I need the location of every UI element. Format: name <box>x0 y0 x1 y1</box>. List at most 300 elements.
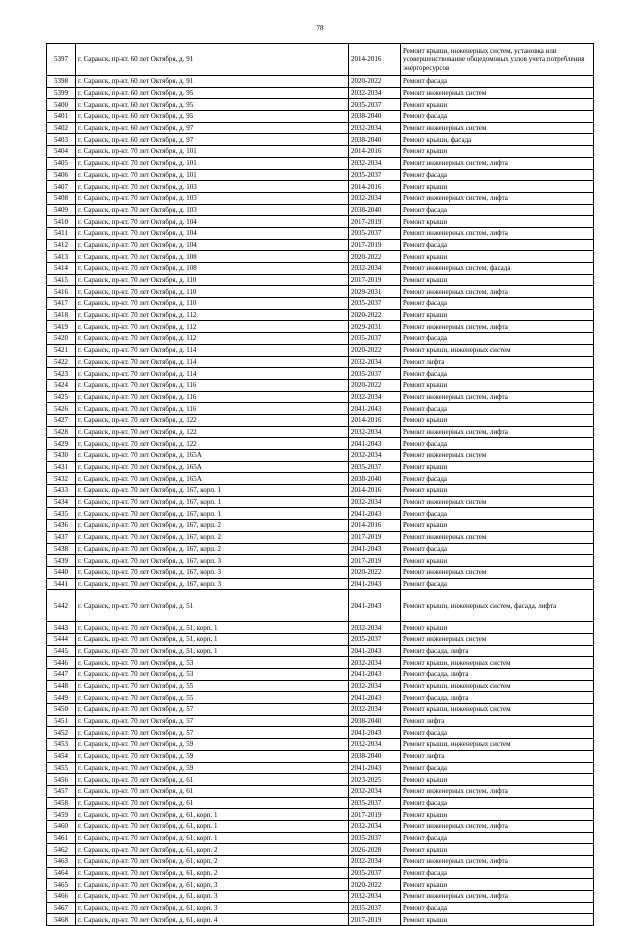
table-row <box>47 590 594 622</box>
address-cell: г. Саранск, пр-кт. 70 лет Октября, д. 165А <box>76 450 349 462</box>
work-type-cell: Ремонт крыши <box>401 379 594 391</box>
period-cell: 2017-2019 <box>349 914 401 926</box>
address-cell: г. Саранск, пр-кт. 70 лет Октября, д. 101 <box>76 157 349 169</box>
period-cell: 2020-2022 <box>349 379 401 391</box>
row-number-cell: 5420 <box>47 333 76 345</box>
table-row <box>47 99 594 111</box>
address-cell: г. Саранск, пр-кт. 70 лет Октября, д. 110 <box>76 286 349 298</box>
table-row <box>47 286 594 298</box>
row-number-cell: 5454 <box>47 750 76 762</box>
table-row <box>47 750 594 762</box>
table-row <box>47 669 594 681</box>
work-type-cell: Ремонт крыши <box>401 520 594 532</box>
work-type-cell: Ремонт фасада <box>401 727 594 739</box>
period-cell: 2020-2022 <box>349 344 401 356</box>
work-type-cell: Ремонт крыши <box>401 622 594 634</box>
table-row <box>47 438 594 450</box>
work-type-cell: Ремонт крыши, фасада <box>401 134 594 146</box>
address-cell: г. Саранск, пр-кт. 70 лет Октября, д. 57 <box>76 715 349 727</box>
row-number-cell: 5450 <box>47 704 76 716</box>
address-cell: г. Саранск, пр-кт. 70 лет Октября, д. 116 <box>76 391 349 403</box>
period-cell: 2032-2034 <box>349 785 401 797</box>
table-row <box>47 891 594 903</box>
table-row <box>47 832 594 844</box>
period-cell: 2032-2034 <box>349 739 401 751</box>
period-cell: 2026-2028 <box>349 844 401 856</box>
address-cell: г. Саранск, пр-кт. 70 лет Октября, д. 51 <box>76 590 349 622</box>
period-cell: 2032-2034 <box>349 622 401 634</box>
period-cell: 2014-2016 <box>349 181 401 193</box>
row-number-cell: 5419 <box>47 321 76 333</box>
address-cell: г. Саранск, пр-кт. 70 лет Октября, д. 104 <box>76 216 349 228</box>
address-cell: г. Саранск, пр-кт. 70 лет Октября, д. 103 <box>76 192 349 204</box>
work-type-cell: Ремонт инженерных систем, лифта <box>401 856 594 868</box>
work-type-cell: Ремонт фасада <box>401 762 594 774</box>
address-cell: г. Саранск, пр-кт. 70 лет Октября, д. 103 <box>76 181 349 193</box>
row-number-cell: 5457 <box>47 785 76 797</box>
table-row <box>47 169 594 181</box>
address-cell: г. Саранск, пр-кт. 70 лет Октября, д. 110 <box>76 274 349 286</box>
work-type-cell: Ремонт лифта <box>401 750 594 762</box>
address-cell: г. Саранск, пр-кт. 70 лет Октября, д. 61, корп. 3 <box>76 879 349 891</box>
period-cell: 2020-2022 <box>349 566 401 578</box>
row-number-cell: 5429 <box>47 438 76 450</box>
row-number-cell: 5416 <box>47 286 76 298</box>
table-row <box>47 555 594 567</box>
table-row <box>47 762 594 774</box>
period-cell: 2032-2034 <box>349 426 401 438</box>
table-row <box>47 122 594 134</box>
period-cell: 2014-2016 <box>349 520 401 532</box>
row-number-cell: 5425 <box>47 391 76 403</box>
table-row <box>47 461 594 473</box>
row-number-cell: 5466 <box>47 891 76 903</box>
address-cell: г. Саранск, пр-кт. 70 лет Октября, д. 61 <box>76 774 349 786</box>
row-number-cell: 5437 <box>47 531 76 543</box>
address-cell: г. Саранск, пр-кт. 70 лет Октября, д. 167, корп. 2 <box>76 520 349 532</box>
row-number-cell: 5408 <box>47 192 76 204</box>
period-cell: 2035-2037 <box>349 867 401 879</box>
period-cell: 2035-2037 <box>349 461 401 473</box>
address-cell: г. Саранск, пр-кт. 70 лет Октября, д. 61 <box>76 785 349 797</box>
work-type-cell: Ремонт фасада <box>401 403 594 415</box>
row-number-cell: 5424 <box>47 379 76 391</box>
period-cell: 2014-2016 <box>349 146 401 158</box>
period-cell: 2041-2043 <box>349 438 401 450</box>
work-type-cell: Ремонт фасада <box>401 239 594 251</box>
address-cell: г. Саранск, пр-кт. 70 лет Октября, д. 51, корп. 1 <box>76 633 349 645</box>
row-number-cell: 5430 <box>47 450 76 462</box>
table-row <box>47 496 594 508</box>
address-cell: г. Саранск, пр-кт. 70 лет Октября, д. 104 <box>76 227 349 239</box>
page-number: 78 <box>316 24 324 32</box>
work-type-cell: Ремонт крыши <box>401 309 594 321</box>
table-row <box>47 844 594 856</box>
address-cell: г. Саранск, пр-кт. 70 лет Октября, д. 59 <box>76 739 349 751</box>
address-cell: г. Саранск, пр-кт. 70 лет Октября, д. 101 <box>76 169 349 181</box>
table-row <box>47 414 594 426</box>
table-row <box>47 204 594 216</box>
work-type-cell: Ремонт инженерных систем, лифта <box>401 286 594 298</box>
period-cell: 2032-2034 <box>349 496 401 508</box>
address-cell: г. Саранск, пр-кт. 70 лет Октября, д. 122 <box>76 426 349 438</box>
work-type-cell: Ремонт фасада, лифта <box>401 645 594 657</box>
work-type-cell: Ремонт инженерных систем, фасада <box>401 263 594 275</box>
row-number-cell: 5462 <box>47 844 76 856</box>
row-number-cell: 5404 <box>47 146 76 158</box>
period-cell: 2041-2043 <box>349 578 401 590</box>
period-cell: 2017-2019 <box>349 809 401 821</box>
repair-schedule-table <box>46 43 594 926</box>
address-cell: г. Саранск, пр-кт. 70 лет Октября, д. 51, корп. 1 <box>76 622 349 634</box>
row-number-cell: 5412 <box>47 239 76 251</box>
work-type-cell: Ремонт инженерных систем <box>401 566 594 578</box>
row-number-cell: 5433 <box>47 485 76 497</box>
period-cell: 2041-2043 <box>349 669 401 681</box>
period-cell: 2017-2019 <box>349 239 401 251</box>
row-number-cell: 5440 <box>47 566 76 578</box>
table-row <box>47 914 594 926</box>
table-row <box>47 450 594 462</box>
table-row <box>47 633 594 645</box>
row-number-cell: 5413 <box>47 251 76 263</box>
work-type-cell: Ремонт фасада <box>401 902 594 914</box>
row-number-cell: 5405 <box>47 157 76 169</box>
address-cell: г. Саранск, пр-кт. 70 лет Октября, д. 61, корп. 2 <box>76 856 349 868</box>
row-number-cell: 5400 <box>47 99 76 111</box>
row-number-cell: 5436 <box>47 520 76 532</box>
period-cell: 2014-2016 <box>349 414 401 426</box>
row-number-cell: 5410 <box>47 216 76 228</box>
period-cell: 2020-2022 <box>349 309 401 321</box>
work-type-cell: Ремонт фасада, лифта <box>401 669 594 681</box>
row-number-cell: 5449 <box>47 692 76 704</box>
period-cell: 2038-2040 <box>349 750 401 762</box>
row-number-cell: 5446 <box>47 657 76 669</box>
row-number-cell: 5459 <box>47 809 76 821</box>
address-cell: г. Саранск, пр-кт. 70 лет Октября, д. 59 <box>76 750 349 762</box>
row-number-cell: 5455 <box>47 762 76 774</box>
period-cell: 2032-2034 <box>349 856 401 868</box>
work-type-cell: Ремонт инженерных систем, лифта <box>401 891 594 903</box>
address-cell: г. Саранск, пр-кт. 70 лет Октября, д. 112 <box>76 333 349 345</box>
work-type-cell: Ремонт крыши <box>401 879 594 891</box>
address-cell: г. Саранск, пр-кт. 70 лет Октября, д. 114 <box>76 356 349 368</box>
address-cell: г. Саранск, пр-кт. 70 лет Октября, д. 167, корп. 2 <box>76 543 349 555</box>
row-number-cell: 5414 <box>47 263 76 275</box>
period-cell: 2035-2037 <box>349 368 401 380</box>
table-row <box>47 485 594 497</box>
row-number-cell: 5441 <box>47 578 76 590</box>
period-cell: 2038-2040 <box>349 715 401 727</box>
table-row <box>47 543 594 555</box>
work-type-cell: Ремонт крыши <box>401 181 594 193</box>
row-number-cell: 5406 <box>47 169 76 181</box>
row-number-cell: 5465 <box>47 879 76 891</box>
work-type-cell: Ремонт фасада <box>401 543 594 555</box>
work-type-cell: Ремонт крыши <box>401 414 594 426</box>
address-cell: г. Саранск, пр-кт. 70 лет Октября, д. 59 <box>76 762 349 774</box>
table-row <box>47 867 594 879</box>
row-number-cell: 5448 <box>47 680 76 692</box>
address-cell: г. Саранск, пр-кт. 70 лет Октября, д. 167, корп. 1 <box>76 496 349 508</box>
work-type-cell: Ремонт крыши, инженерных систем, фасада, лифта <box>401 590 594 622</box>
row-number-cell: 5467 <box>47 902 76 914</box>
period-cell: 2032-2034 <box>349 122 401 134</box>
address-cell: г. Саранск, пр-кт. 70 лет Октября, д. 61 <box>76 797 349 809</box>
address-cell: г. Саранск, пр-кт. 70 лет Октября, д. 104 <box>76 239 349 251</box>
row-number-cell: 5447 <box>47 669 76 681</box>
work-type-cell: Ремонт фасада <box>401 797 594 809</box>
table-row <box>47 157 594 169</box>
row-number-cell: 5418 <box>47 309 76 321</box>
period-cell: 2017-2019 <box>349 216 401 228</box>
work-type-cell: Ремонт фасада <box>401 368 594 380</box>
period-cell: 2032-2034 <box>349 450 401 462</box>
work-type-cell: Ремонт фасада <box>401 832 594 844</box>
table-row <box>47 820 594 832</box>
table-row <box>47 856 594 868</box>
address-cell: г. Саранск, пр-кт. 70 лет Октября, д. 165А <box>76 473 349 485</box>
row-number-cell: 5444 <box>47 633 76 645</box>
row-number-cell: 5415 <box>47 274 76 286</box>
table-row <box>47 134 594 146</box>
row-number-cell: 5452 <box>47 727 76 739</box>
work-type-cell: Ремонт инженерных систем, лифта <box>401 820 594 832</box>
address-cell: г. Саранск, пр-кт. 70 лет Октября, д. 122 <box>76 438 349 450</box>
table-row <box>47 902 594 914</box>
work-type-cell: Ремонт лифта <box>401 715 594 727</box>
work-type-cell: Ремонт фасада, лифта <box>401 692 594 704</box>
address-cell: г. Саранск, пр-кт. 70 лет Октября, д. 167, корп. 3 <box>76 555 349 567</box>
table-row <box>47 192 594 204</box>
table-row <box>47 76 594 88</box>
table-row <box>47 704 594 716</box>
row-number-cell: 5427 <box>47 414 76 426</box>
period-cell: 2014-2016 <box>349 485 401 497</box>
work-type-cell: Ремонт крыши, инженерных систем, установка или усовершенствование общедомовых узлов учета потребления энергоресурсов <box>401 44 594 76</box>
row-number-cell: 5468 <box>47 914 76 926</box>
row-number-cell: 5439 <box>47 555 76 567</box>
work-type-cell: Ремонт фасада <box>401 169 594 181</box>
work-type-cell: Ремонт инженерных систем <box>401 122 594 134</box>
table-row <box>47 333 594 345</box>
period-cell: 2041-2043 <box>349 508 401 520</box>
period-cell: 2032-2034 <box>349 192 401 204</box>
table-row <box>47 309 594 321</box>
address-cell: г. Саранск, пр-кт. 70 лет Октября, д. 51, корп. 1 <box>76 645 349 657</box>
table-row <box>47 715 594 727</box>
period-cell: 2041-2043 <box>349 403 401 415</box>
address-cell: г. Саранск, пр-кт. 70 лет Октября, д. 165А <box>76 461 349 473</box>
period-cell: 2038-2040 <box>349 111 401 123</box>
period-cell: 2035-2037 <box>349 333 401 345</box>
table-row <box>47 239 594 251</box>
period-cell: 2041-2043 <box>349 727 401 739</box>
period-cell: 2032-2034 <box>349 891 401 903</box>
address-cell: г. Саранск, пр-кт. 70 лет Октября, д. 167, корп. 3 <box>76 566 349 578</box>
work-type-cell: Ремонт инженерных систем, лифта <box>401 785 594 797</box>
work-type-cell: Ремонт инженерных систем, лифта <box>401 426 594 438</box>
work-type-cell: Ремонт крыши <box>401 216 594 228</box>
period-cell: 2032-2034 <box>349 356 401 368</box>
table-row <box>47 727 594 739</box>
address-cell: г. Саранск, пр-кт. 60 лет Октября, д. 97 <box>76 134 349 146</box>
address-cell: г. Саранск, пр-кт. 70 лет Октября, д. 103 <box>76 204 349 216</box>
table-row <box>47 473 594 485</box>
row-number-cell: 5461 <box>47 832 76 844</box>
period-cell: 2032-2034 <box>349 680 401 692</box>
work-type-cell: Ремонт инженерных систем, лифта <box>401 391 594 403</box>
address-cell: г. Саранск, пр-кт. 70 лет Октября, д. 167, корп. 2 <box>76 531 349 543</box>
row-number-cell: 5463 <box>47 856 76 868</box>
work-type-cell: Ремонт фасада <box>401 438 594 450</box>
address-cell: г. Саранск, пр-кт. 70 лет Октября, д. 61, корп. 1 <box>76 820 349 832</box>
address-cell: г. Саранск, пр-кт. 70 лет Октября, д. 61, корп. 2 <box>76 867 349 879</box>
work-type-cell: Ремонт крыши, инженерных систем <box>401 739 594 751</box>
table-row <box>47 774 594 786</box>
table-row <box>47 298 594 310</box>
table-row <box>47 321 594 333</box>
period-cell: 2035-2037 <box>349 832 401 844</box>
work-type-cell: Ремонт инженерных систем <box>401 87 594 99</box>
address-cell: г. Саранск, пр-кт. 70 лет Октября, д. 53 <box>76 669 349 681</box>
table-row <box>47 251 594 263</box>
work-type-cell: Ремонт крыши <box>401 485 594 497</box>
table-row <box>47 809 594 821</box>
row-number-cell: 5435 <box>47 508 76 520</box>
table-row <box>47 403 594 415</box>
period-cell: 2032-2034 <box>349 391 401 403</box>
table-row <box>47 797 594 809</box>
table-row <box>47 227 594 239</box>
table-row <box>47 531 594 543</box>
address-cell: г. Саранск, пр-кт. 70 лет Октября, д. 57 <box>76 704 349 716</box>
table-row <box>47 146 594 158</box>
table-row <box>47 520 594 532</box>
period-cell: 2032-2034 <box>349 157 401 169</box>
period-cell: 2020-2022 <box>349 251 401 263</box>
table-row <box>47 692 594 704</box>
address-cell: г. Саранск, пр-кт. 60 лет Октября, д. 91 <box>76 76 349 88</box>
address-cell: г. Саранск, пр-кт. 70 лет Октября, д. 112 <box>76 309 349 321</box>
address-cell: г. Саранск, пр-кт. 70 лет Октября, д. 55 <box>76 680 349 692</box>
address-cell: г. Саранск, пр-кт. 70 лет Октября, д. 61, корп. 2 <box>76 844 349 856</box>
period-cell: 2032-2034 <box>349 87 401 99</box>
address-cell: г. Саранск, пр-кт. 70 лет Октября, д. 122 <box>76 414 349 426</box>
work-type-cell: Ремонт крыши <box>401 146 594 158</box>
row-number-cell: 5403 <box>47 134 76 146</box>
table-row <box>47 785 594 797</box>
table-row <box>47 566 594 578</box>
table-row <box>47 87 594 99</box>
work-type-cell: Ремонт крыши, инженерных систем <box>401 704 594 716</box>
row-number-cell: 5398 <box>47 76 76 88</box>
table-row <box>47 578 594 590</box>
address-cell: г. Саранск, пр-кт. 60 лет Октября, д. 95 <box>76 87 349 99</box>
work-type-cell: Ремонт фасада <box>401 473 594 485</box>
table-row <box>47 344 594 356</box>
address-cell: г. Саранск, пр-кт. 70 лет Октября, д. 61, корп. 1 <box>76 809 349 821</box>
work-type-cell: Ремонт крыши, инженерных систем <box>401 680 594 692</box>
work-type-cell: Ремонт инженерных систем <box>401 633 594 645</box>
address-cell: г. Саранск, пр-кт. 70 лет Октября, д. 167, корп. 3 <box>76 578 349 590</box>
table-row <box>47 622 594 634</box>
work-type-cell: Ремонт инженерных систем <box>401 496 594 508</box>
row-number-cell: 5409 <box>47 204 76 216</box>
address-cell: г. Саранск, пр-кт. 70 лет Октября, д. 61, корп. 1 <box>76 832 349 844</box>
row-number-cell: 5397 <box>47 44 76 76</box>
address-cell: г. Саранск, пр-кт. 70 лет Октября, д. 61, корп. 3 <box>76 902 349 914</box>
period-cell: 2035-2037 <box>349 633 401 645</box>
period-cell: 2029-2031 <box>349 321 401 333</box>
table-row <box>47 739 594 751</box>
row-number-cell: 5431 <box>47 461 76 473</box>
address-cell: г. Саранск, пр-кт. 70 лет Октября, д. 114 <box>76 368 349 380</box>
table-row <box>47 680 594 692</box>
address-cell: г. Саранск, пр-кт. 70 лет Октября, д. 55 <box>76 692 349 704</box>
period-cell: 2041-2043 <box>349 692 401 704</box>
row-number-cell: 5443 <box>47 622 76 634</box>
table-row <box>47 216 594 228</box>
row-number-cell: 5411 <box>47 227 76 239</box>
work-type-cell: Ремонт фасада <box>401 867 594 879</box>
row-number-cell: 5453 <box>47 739 76 751</box>
table-row <box>47 391 594 403</box>
table-row <box>47 508 594 520</box>
table-row <box>47 356 594 368</box>
row-number-cell: 5402 <box>47 122 76 134</box>
work-type-cell: Ремонт крыши <box>401 844 594 856</box>
work-type-cell: Ремонт крыши <box>401 251 594 263</box>
address-cell: г. Саранск, пр-кт. 70 лет Октября, д. 116 <box>76 379 349 391</box>
period-cell: 2017-2019 <box>349 531 401 543</box>
address-cell: г. Саранск, пр-кт. 60 лет Октября, д. 95 <box>76 99 349 111</box>
row-number-cell: 5417 <box>47 298 76 310</box>
table-row <box>47 274 594 286</box>
work-type-cell: Ремонт фасада <box>401 578 594 590</box>
table-row <box>47 263 594 275</box>
work-type-cell: Ремонт крыши <box>401 809 594 821</box>
period-cell: 2038-2040 <box>349 473 401 485</box>
work-type-cell: Ремонт крыши <box>401 774 594 786</box>
table-body <box>47 44 594 926</box>
row-number-cell: 5442 <box>47 590 76 622</box>
row-number-cell: 5399 <box>47 87 76 99</box>
work-type-cell: Ремонт крыши <box>401 274 594 286</box>
table-row <box>47 879 594 891</box>
work-type-cell: Ремонт фасада <box>401 333 594 345</box>
work-type-cell: Ремонт лифта <box>401 356 594 368</box>
work-type-cell: Ремонт фасада <box>401 508 594 520</box>
row-number-cell: 5422 <box>47 356 76 368</box>
period-cell: 2023-2025 <box>349 774 401 786</box>
work-type-cell: Ремонт инженерных систем, лифта <box>401 192 594 204</box>
period-cell: 2035-2037 <box>349 169 401 181</box>
period-cell: 2035-2037 <box>349 298 401 310</box>
work-type-cell: Ремонт крыши <box>401 914 594 926</box>
work-type-cell: Ремонт крыши, инженерных систем <box>401 657 594 669</box>
row-number-cell: 5445 <box>47 645 76 657</box>
row-number-cell: 5426 <box>47 403 76 415</box>
period-cell: 2032-2034 <box>349 657 401 669</box>
period-cell: 2032-2034 <box>349 263 401 275</box>
period-cell: 2035-2037 <box>349 902 401 914</box>
period-cell: 2035-2037 <box>349 227 401 239</box>
period-cell: 2041-2043 <box>349 590 401 622</box>
table-row <box>47 645 594 657</box>
address-cell: г. Саранск, пр-кт. 70 лет Октября, д. 101 <box>76 146 349 158</box>
